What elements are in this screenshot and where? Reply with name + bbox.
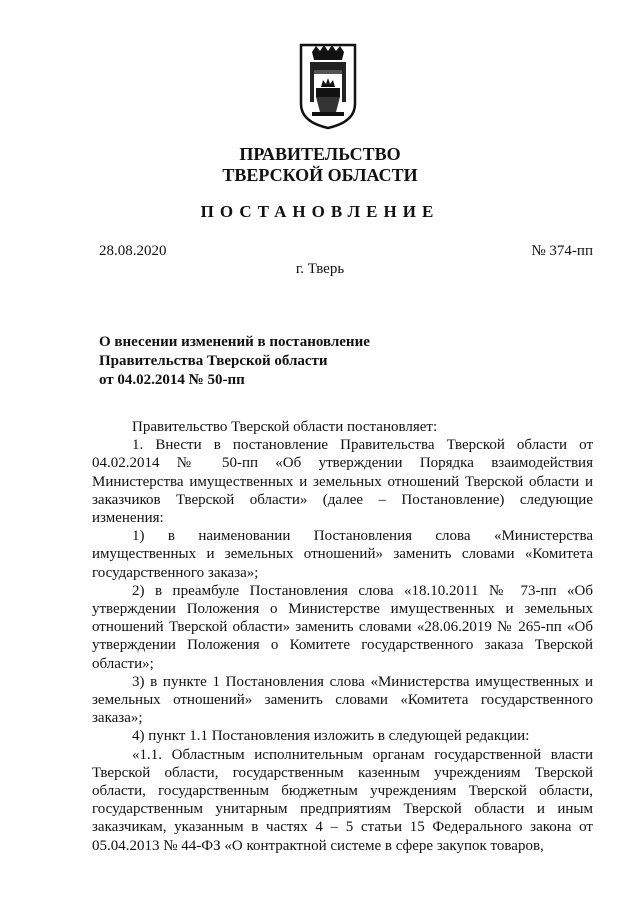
document-type: ПОСТАНОВЛЕНИЕ <box>200 202 440 221</box>
body-paragraph: 1) в наименовании Постановления слова «Министерства имущественных и земельных отношений» заменить словами «Комитета государственного заказа»; <box>92 528 593 581</box>
body-paragraph: 3) в пункте 1 Постановления слова «Министерства имущественных и земельных отношений» заменить словами «Комитета государственного заказа»; <box>92 673 593 727</box>
document-subject <box>99 333 429 390</box>
body-paragraph: 1. Внести в постановление Правительства Тверской области от 04.02.2014 № 50-пп «Об утверждении Порядка взаимодействия Министерства имущественных и земельных отношений Тверской области и заказчиков Тверской области» (далее – Постановление) следующие изменения: <box>92 437 593 527</box>
document-city: г. Тверь <box>295 261 345 277</box>
subject-line: Правительства Тверской области <box>99 353 328 369</box>
document-number: № 374-пп <box>531 243 593 259</box>
body-paragraph: 4) пункт 1.1 Постановления изложить в следующей редакции: <box>132 728 530 745</box>
government-title-line2: ТВЕРСКОЙ ОБЛАСТИ <box>222 165 418 185</box>
government-title-line1: ПРАВИТЕЛЬСТВО <box>239 144 401 164</box>
tver-coat-of-arms-icon <box>298 42 358 130</box>
body-paragraph: «1.1. Областным исполнительным органам государственной власти Тверской области, государственным казенным учреждениям Тверской области, государственным бюджетным учреждениям Тверской области, государственным унитарным предприятиям Тверской области и иным заказчикам, указанным в частях 4 – 5 статьи 15 Федерального закона от 05.04.2013 № 44-ФЗ «О контрактной системе в сфере закупок товаров, <box>92 746 593 854</box>
body-paragraph: Правительство Тверской области постановляет: <box>132 419 438 435</box>
body-paragraph: 2) в преамбуле Постановления слова «18.10.2011 № 73-пп «Об утверждении Положения о Министерстве имущественных и земельных отношений Тверской области» заменить словами «28.06.2019 № 265-пп «Об утверждении Положения о Комитете государственного заказа Тверской области»; <box>92 582 593 672</box>
document-date: 28.08.2020 <box>99 243 167 259</box>
document-body <box>92 418 593 855</box>
subject-line: от 04.02.2014 № 50-пп <box>99 372 245 388</box>
subject-line: О внесении изменений в постановление <box>99 334 370 350</box>
